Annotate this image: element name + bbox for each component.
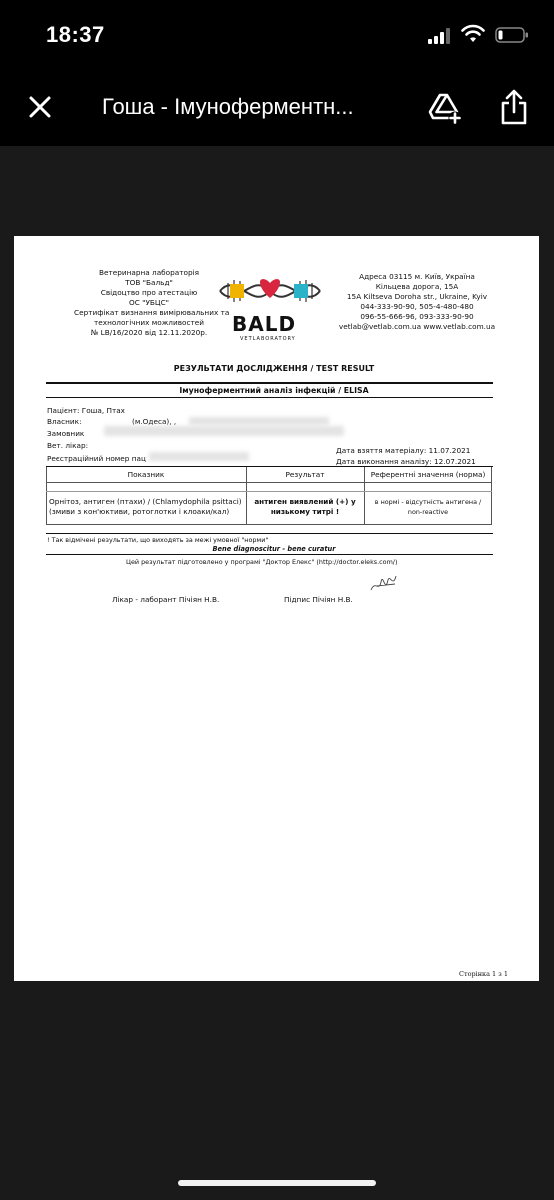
wifi-icon xyxy=(461,24,485,44)
motto: Bene diagnoscitur - bene curatur xyxy=(212,545,336,553)
home-indicator[interactable] xyxy=(178,1180,376,1186)
signature-label: Підпис Пічіян Н.В. xyxy=(284,595,353,604)
lab-info-line: ОС "УБЦС" xyxy=(128,298,170,307)
address-line: vetlab@vetlab.com.ua www.vetlab.com.ua xyxy=(338,322,496,331)
signature-scribble-icon xyxy=(369,570,401,596)
address-line: Адреса 03115 м. Київ, Україна xyxy=(359,272,475,281)
page-number: Сторінка 1 з 1 xyxy=(459,970,509,978)
customer-label: Замовник xyxy=(47,429,85,438)
indicator-cell xyxy=(49,497,242,517)
owner-city: (м.Одеса), , xyxy=(132,417,177,426)
date-taken: Дата взяття матеріалу: 11.07.2021 xyxy=(336,446,471,455)
result-line: низькому титрі ! xyxy=(270,507,340,516)
status-bar xyxy=(0,0,554,72)
share-icon[interactable] xyxy=(499,88,529,126)
add-to-drive-icon[interactable] xyxy=(428,91,462,125)
lab-info-line: № LB/16/2020 від 12.11.2020р. xyxy=(90,328,208,337)
viewer-toolbar xyxy=(0,72,554,144)
divider xyxy=(46,382,493,384)
address-line: 096-55-666-96, 093-333-90-90 xyxy=(360,312,474,321)
patient-info: Пацієнт: Гоша, Птах xyxy=(47,406,125,415)
indicator-line: Орнітоз, антиген (птахи) / (Chlamydophila psittaci) xyxy=(49,497,242,506)
footnote: ! Так відмічені результати, що виходять за межі умовної "норми" xyxy=(47,536,269,544)
battery-icon xyxy=(495,27,529,43)
lab-address xyxy=(322,272,512,332)
result-cell xyxy=(246,497,364,517)
address-line: 15A Kiltseva Doroha str., Ukraine, Kyiv xyxy=(346,292,488,301)
vet-label: Вет. лікар: xyxy=(47,441,89,450)
registration-label: Реєстраційний номер пац xyxy=(47,454,146,463)
divider xyxy=(46,533,493,534)
reference-line: в нормі - відсутність антигена / xyxy=(374,498,482,506)
divider xyxy=(46,554,493,555)
table-header-cell: Показник xyxy=(127,470,165,479)
close-icon[interactable] xyxy=(26,93,54,121)
status-time: 18:37 xyxy=(46,22,105,47)
redacted-text xyxy=(149,452,249,461)
lab-info-line: ТОВ "Бальд" xyxy=(125,278,173,287)
date-done: Дата виконання аналізу: 12.07.2021 xyxy=(336,457,476,466)
table-header-cell: Результат xyxy=(285,470,325,479)
software-note: Цей результат підготовлено у програмі "Доктор Елекс" (http://doctor.eleks.com/) xyxy=(126,558,398,566)
table-header-cell: Референтні значення (норма) xyxy=(370,470,486,479)
logo-subtitle: VETLABORATORY xyxy=(240,336,296,342)
bald-logo-icon xyxy=(216,266,324,316)
lab-info-line: Свідоцтво про атестацію xyxy=(100,288,198,297)
lab-info-line: Сертифікат визнання вимірювальних та xyxy=(74,308,230,317)
reference-cell xyxy=(364,497,492,517)
section-title: Імуноферментний аналіз інфекцій / ELISA xyxy=(179,386,369,395)
result-line: антиген виявлений (+) у xyxy=(254,497,356,506)
results-table xyxy=(46,467,492,525)
lab-info-line: технологічних можливостей xyxy=(94,318,204,327)
indicator-line: (змиви з кон'юктиви, ротоглотки і клоаки/кал) xyxy=(49,507,230,516)
owner-label: Власник: xyxy=(47,417,82,426)
address-line: Кільцева дорога, 15А xyxy=(375,282,459,291)
divider xyxy=(46,397,493,398)
address-line: 044-333-90-90, 505-4-480-480 xyxy=(360,302,474,311)
redacted-text xyxy=(104,426,344,436)
redacted-text xyxy=(189,417,329,425)
lab-report-page xyxy=(14,236,539,981)
lab-info-line: Ветеринарна лабораторія xyxy=(98,268,199,277)
signal-icon xyxy=(428,28,452,44)
result-title: РЕЗУЛЬТАТИ ДОСЛІДЖЕННЯ / TEST RESULT xyxy=(173,364,375,373)
document-title: Гоша - Імуноферментн... xyxy=(102,94,354,119)
reference-line: non-reactive xyxy=(407,508,449,516)
doctor-name: Лікар - лаборант Пічіян Н.В. xyxy=(112,595,220,604)
logo-text: BALD xyxy=(232,312,297,336)
lab-info xyxy=(74,268,230,338)
